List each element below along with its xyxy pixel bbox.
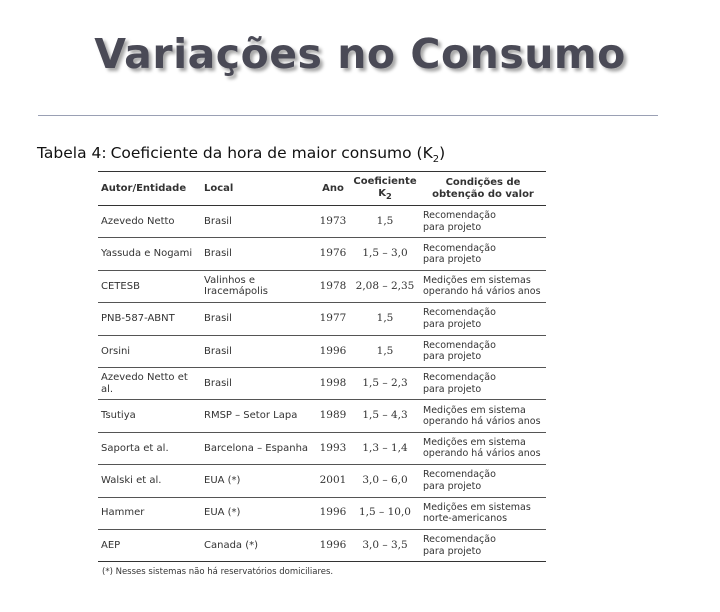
cell-author: Azevedo Netto et al. [101, 372, 188, 395]
condition-line: Medições em sistema [423, 404, 526, 416]
cell-location: Brasil [204, 313, 232, 325]
cell-author: PNB-587-ABNT [101, 313, 175, 325]
cell-coefficient: 3,0 – 3,5 [362, 538, 408, 551]
condition-line: para projeto [423, 383, 482, 395]
table-row [98, 367, 546, 399]
cell-author: Azevedo Netto [101, 215, 175, 227]
cell-location: Brasil [204, 377, 232, 389]
condition-line: Medições em sistemas [423, 274, 531, 286]
cell-author: CETESB [101, 280, 140, 292]
cell-coefficient: 1,5 [376, 344, 394, 357]
cell-year: 1998 [319, 376, 347, 389]
consumption-table [98, 171, 546, 562]
cell-coefficient: 1,5 [376, 214, 394, 227]
condition-line: Recomendação [423, 339, 496, 351]
cell-location: Barcelona – Espanha [204, 442, 309, 454]
condition-line: para projeto [423, 318, 482, 330]
table-row [98, 497, 546, 529]
cell-conditions [420, 270, 546, 302]
cell-coefficient: 1,3 – 1,4 [362, 441, 408, 454]
cell-conditions [420, 400, 546, 432]
cell-year: 2001 [319, 474, 347, 487]
consumption-table-container [98, 171, 546, 577]
table-header-row [98, 172, 546, 206]
table-row [98, 206, 546, 238]
condition-line: Recomendação [423, 242, 496, 254]
cell-year: 1977 [319, 312, 347, 325]
header-author: Autor/Entidade [101, 182, 187, 194]
cell-coefficient: 1,5 – 10,0 [358, 506, 411, 519]
cell-coefficient: 1,5 [376, 312, 394, 325]
cell-author: Saporta et al. [101, 442, 169, 454]
header-coefficient [350, 172, 420, 206]
condition-line: Recomendação [423, 469, 496, 481]
condition-line: Medições em sistemas [423, 501, 531, 513]
slide-title: Variações no Consumo [94, 30, 626, 78]
table-caption-subscript: 2 [432, 154, 440, 166]
cell-conditions [420, 238, 546, 270]
condition-line: Recomendação [423, 372, 496, 384]
cell-author: Orsini [101, 345, 131, 357]
table-row [98, 303, 546, 335]
condition-line: para projeto [423, 351, 482, 363]
cell-year: 1978 [319, 279, 347, 292]
table-row [98, 335, 546, 367]
header-conditions: Condições de obtenção do valor [432, 176, 534, 200]
cell-coefficient: 1,5 – 2,3 [362, 376, 408, 389]
cell-author: Hammer [101, 507, 145, 519]
cell-year: 1993 [319, 441, 347, 454]
condition-line: para projeto [423, 254, 482, 266]
condition-line: para projeto [423, 545, 482, 557]
cell-year: 1996 [319, 344, 347, 357]
cell-coefficient: 2,08 – 2,35 [355, 279, 415, 292]
cell-author: Walski et al. [101, 475, 162, 487]
table-row [98, 529, 546, 561]
cell-location: Valinhos e Iracemápolis [204, 274, 268, 298]
table-row [98, 432, 546, 464]
condition-line: operando há vários anos [423, 448, 541, 460]
condition-line: para projeto [423, 221, 482, 233]
cell-year: 1996 [319, 538, 347, 551]
table-caption-text: Coeficiente da hora de maior consumo (K [110, 144, 433, 162]
cell-author: Tsutiya [101, 410, 136, 422]
table-caption-close: ) [439, 144, 446, 162]
cell-conditions [420, 206, 546, 238]
table-footnote: (*) Nesses sistemas não há reservatórios domiciliares. [102, 567, 334, 578]
cell-year: 1996 [319, 506, 347, 519]
cell-location: Brasil [204, 215, 232, 227]
table-row [98, 465, 546, 497]
cell-location: RMSP – Setor Lapa [204, 410, 298, 422]
condition-line: norte-americanos [423, 513, 508, 525]
condition-line: para projeto [423, 480, 482, 492]
condition-line: operando há vários anos [423, 416, 541, 428]
table-caption-label: Tabela 4: [37, 144, 107, 162]
table-row [98, 400, 546, 432]
cell-conditions [420, 497, 546, 529]
table-body [98, 206, 546, 562]
table-caption [37, 144, 445, 165]
cell-coefficient: 1,5 – 3,0 [362, 247, 408, 260]
cell-author: Yassuda e Nogami [101, 248, 193, 260]
cell-coefficient: 1,5 – 4,3 [362, 409, 408, 422]
cell-location: EUA (*) [204, 507, 241, 519]
cell-year: 1989 [319, 409, 347, 422]
cell-conditions [420, 303, 546, 335]
condition-line: Recomendação [423, 534, 496, 546]
table-row [98, 270, 546, 302]
cell-conditions [420, 335, 546, 367]
cell-author: AEP [101, 539, 121, 551]
header-year: Ano [322, 182, 344, 194]
cell-coefficient: 3,0 – 6,0 [362, 474, 408, 487]
header-coefficient-text: Coeficiente K [353, 175, 417, 199]
cell-location: Brasil [204, 248, 232, 260]
cell-year: 1973 [319, 214, 347, 227]
header-location: Local [204, 182, 234, 194]
cell-conditions [420, 465, 546, 497]
cell-location: Canada (*) [204, 539, 259, 551]
condition-line: operando há vários anos [423, 286, 541, 298]
title-divider [38, 115, 658, 116]
cell-conditions [420, 529, 546, 561]
cell-conditions [420, 367, 546, 399]
cell-year: 1976 [319, 247, 347, 260]
table-row [98, 238, 546, 270]
cell-location: Brasil [204, 345, 232, 357]
condition-line: Recomendação [423, 307, 496, 319]
condition-line: Medições em sistema [423, 436, 526, 448]
cell-location: EUA (*) [204, 475, 241, 487]
cell-conditions [420, 432, 546, 464]
header-coefficient-subscript: 2 [385, 190, 392, 201]
condition-line: Recomendação [423, 210, 496, 222]
